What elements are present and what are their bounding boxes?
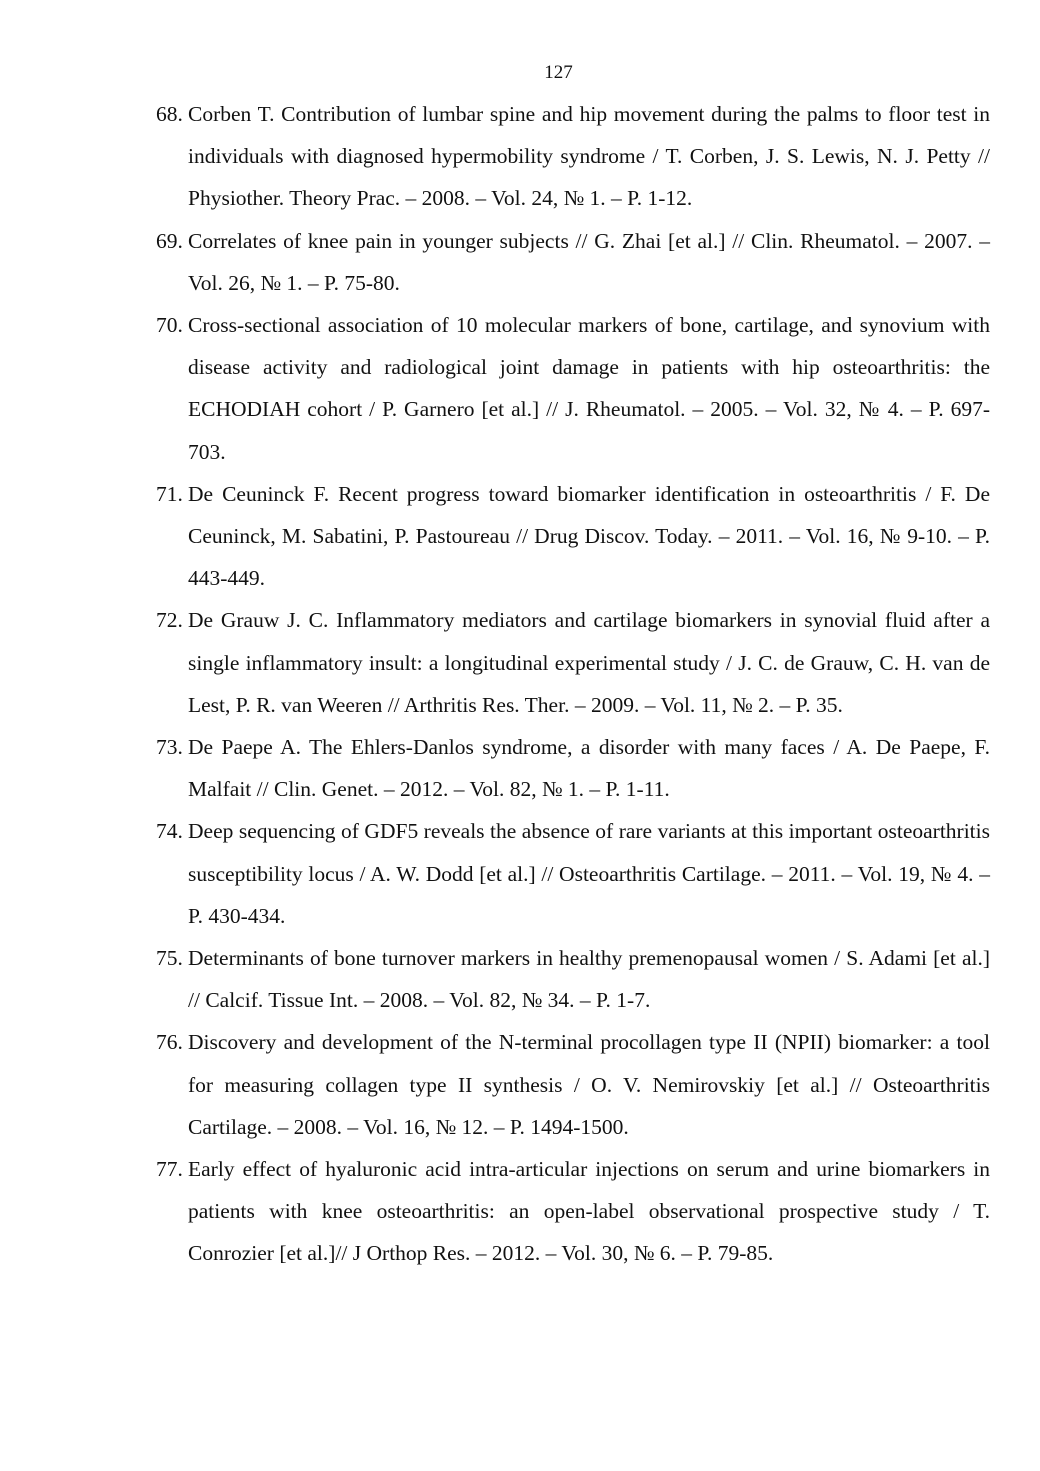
- reference-text: Correlates of knee pain in younger subjects // G. Zhai [et al.] // Clin. Rheumatol. – 2007. – Vol. 26, № 1. – P. 75-80.: [188, 228, 990, 295]
- reference-item: [156, 220, 990, 304]
- reference-item: [156, 1021, 990, 1148]
- reference-number: 74.: [156, 819, 183, 844]
- reference-item: [156, 304, 990, 473]
- reference-number: 75.: [156, 946, 183, 971]
- reference-text: De Grauw J. C. Inflammatory mediators and cartilage biomarkers in synovial fluid after a single inflammatory insult: a longitudinal experimental study / J. C. de Grauw, C. H. van de Lest, P. R. van Weeren // Arthritis Res. Ther. – 2009. – Vol. 11, № 2. – P. 35.: [188, 608, 990, 717]
- reference-item: [156, 93, 990, 220]
- reference-text: De Ceuninck F. Recent progress toward biomarker identification in osteoarthritis / F. De Ceuninck, M. Sabatini, P. Pastoureau // Drug Discov. Today. – 2011. – Vol. 16, № 9-10. – P. 443-449.: [188, 481, 990, 591]
- reference-item: [156, 473, 990, 600]
- reference-list: [156, 93, 990, 1275]
- reference-text: Deep sequencing of GDF5 reveals the absence of rare variants at this important osteoarthritis susceptibility locus / A. W. Dodd [et al.] // Osteoarthritis Cartilage. – 2011. – Vol. 19, № 4. – P. 430-434.: [188, 819, 990, 928]
- reference-text: Corben T. Contribution of lumbar spine and hip movement during the palms to floor test in individuals with diagnosed hypermobility syndrome / T. Corben, J. S. Lewis, N. J. Petty // Physiother. Theory Prac. – 2008. – Vol. 24, № 1. – P. 1-12.: [188, 102, 990, 211]
- reference-text: Determinants of bone turnover markers in healthy premenopausal women / S. Adami [et al.] // Calcif. Tissue Int. – 2008. – Vol. 82, № 34. – P. 1-7.: [188, 946, 990, 1013]
- reference-item: [156, 937, 990, 1021]
- reference-number: 68.: [156, 102, 183, 126]
- reference-number: 70.: [156, 313, 183, 338]
- reference-number: 72.: [156, 608, 183, 633]
- reference-number: 77.: [156, 1157, 183, 1182]
- reference-item: [156, 1148, 990, 1275]
- reference-item: [156, 726, 990, 810]
- reference-text: Discovery and development of the N-terminal procollagen type II (NPII) biomarker: a tool for measuring collagen type II synthesis / O. V. Nemirovskiy [et al.] // Osteoarthritis Cartilage. – 2008. – Vol. 16, № 12. – P. 1494-1500.: [188, 1030, 990, 1139]
- reference-item: [156, 810, 990, 937]
- reference-text: Cross-sectional association of 10 molecular markers of bone, cartilage, and synovium with disease activity and radiological joint damage in patients with hip osteoarthritis: the ECHODIAH cohort / P. Garnero [et al.] // J. Rheumatol. – 2005. – Vol. 32, № 4. – P. 697-703.: [188, 313, 990, 464]
- reference-number: 69.: [156, 228, 183, 253]
- reference-number: 71.: [156, 481, 183, 506]
- reference-item: [156, 599, 990, 726]
- reference-text: Early effect of hyaluronic acid intra-articular injections on serum and urine biomarkers in patients with knee osteoarthritis: an open-label observational prospective study / T. Conrozier [et al.]// J Orthop Res. – 2012. – Vol. 30, № 6. – P. 79-85.: [188, 1157, 990, 1266]
- reference-text: De Paepe A. The Ehlers-Danlos syndrome, a disorder with many faces / A. De Paepe, F. Malfait // Clin. Genet. – 2012. – Vol. 82, № 1. – P. 1-11.: [188, 735, 990, 802]
- reference-number: 73.: [156, 735, 183, 760]
- reference-number: 76.: [156, 1030, 183, 1055]
- page-number: 127: [544, 62, 573, 83]
